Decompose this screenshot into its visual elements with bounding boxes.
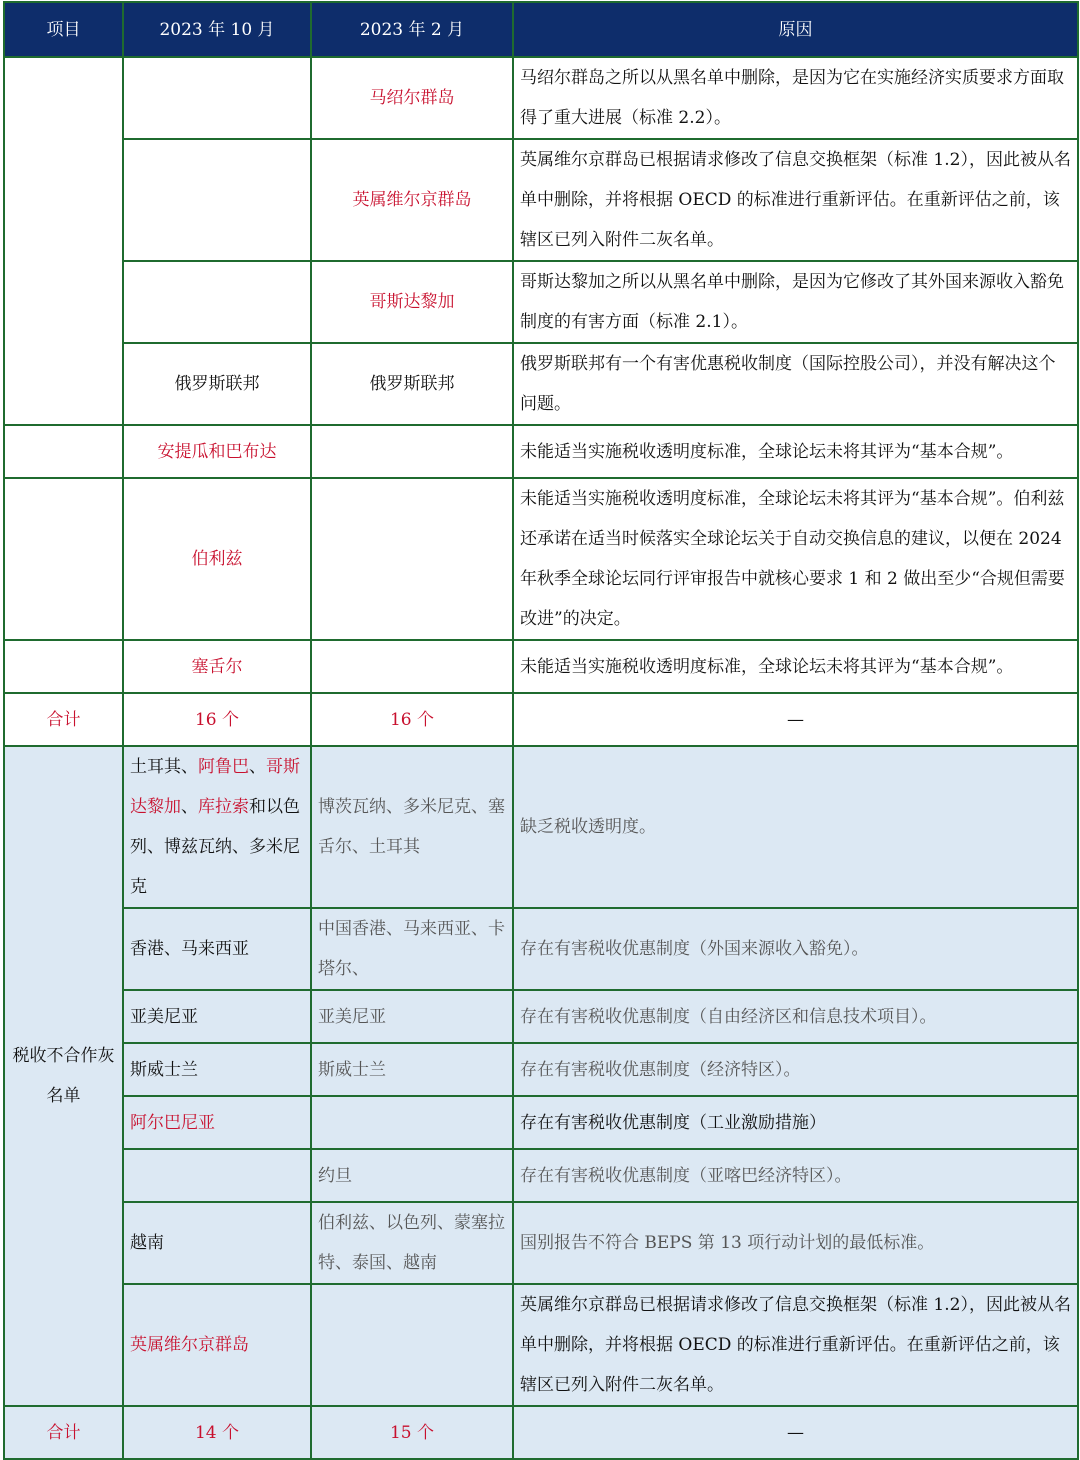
oct-part-red: 库拉索 [198,797,249,817]
oct-cell: 香港、马来西亚 [123,908,311,990]
header-item: 项目 [4,2,123,57]
reason-cell: 国别报告不符合 BEPS 第 13 项行动计划的最低标准。 [513,1202,1078,1284]
feb-cell: 约旦 [311,1149,513,1202]
table-row [4,478,1078,640]
empty-label-cell [4,640,123,693]
empty-label-cell [4,478,123,640]
feb-cell [311,478,513,640]
table-row [4,139,1078,261]
reason-cell: 存在有害税收优惠制度（亚喀巴经济特区）。 [513,1149,1078,1202]
feb-cell [311,1096,513,1149]
oct-cell: 俄罗斯联邦 [123,343,311,425]
feb-cell: 马绍尔群岛 [311,57,513,139]
oct-cell [123,139,311,261]
greylist-label: 税收不合作灰名单 [4,746,123,1406]
oct-cell: 伯利兹 [123,478,311,640]
oct-cell [123,57,311,139]
total-reason: — [513,1406,1078,1459]
oct-cell [123,1149,311,1202]
feb-cell [311,1284,513,1406]
feb-cell: 博茨瓦纳、多米尼克、塞舌尔、土耳其 [311,746,513,908]
oct-cell: 斯威士兰 [123,1043,311,1096]
feb-cell: 伯利兹、以色列、蒙塞拉特、泰国、越南 [311,1202,513,1284]
reason-cell: 存在有害税收优惠制度（外国来源收入豁免）。 [513,908,1078,990]
feb-cell: 俄罗斯联邦 [311,343,513,425]
oct-part: 、 [181,797,198,817]
oct-cell: 塞舌尔 [123,640,311,693]
table-row [4,1096,1078,1149]
header-oct-2023: 2023 年 10 月 [123,2,311,57]
feb-cell: 英属维尔京群岛 [311,139,513,261]
oct-cell [123,261,311,343]
table-row [4,261,1078,343]
table-row [4,425,1078,478]
reason-cell: 存在有害税收优惠制度（经济特区）。 [513,1043,1078,1096]
table-row [4,746,1078,908]
oct-cell [123,746,311,908]
oct-cell: 阿尔巴尼亚 [123,1096,311,1149]
feb-cell: 亚美尼亚 [311,990,513,1043]
reason-cell: 马绍尔群岛之所以从黑名单中删除，是因为它在实施经济实质要求方面取得了重大进展（标准 2.2）。 [513,57,1078,139]
total-row [4,693,1078,746]
oct-cell: 安提瓜和巴布达 [123,425,311,478]
total-feb: 16 个 [311,693,513,746]
reason-cell: 缺乏税收透明度。 [513,746,1078,908]
table-row [4,990,1078,1043]
reason-cell: 俄罗斯联邦有一个有害优惠税收制度（国际控股公司），并没有解决这个问题。 [513,343,1078,425]
table-row [4,1284,1078,1406]
table-row [4,343,1078,425]
header-row [4,2,1078,57]
feb-cell [311,425,513,478]
feb-cell [311,640,513,693]
oct-cell: 英属维尔京群岛 [123,1284,311,1406]
total-oct: 16 个 [123,693,311,746]
table-row [4,1149,1078,1202]
oct-part-red: 哥斯达黎加 [130,757,300,817]
table-row [4,640,1078,693]
table-row [4,1043,1078,1096]
feb-cell: 中国香港、马来西亚、卡塔尔、 [311,908,513,990]
table-row [4,908,1078,990]
header-reason: 原因 [513,2,1078,57]
tax-list-table [3,1,1079,1460]
oct-part-red: 阿鲁巴 [198,757,249,777]
reason-cell: 未能适当实施税收透明度标准，全球论坛未将其评为“基本合规”。 [513,640,1078,693]
reason-cell: 存在有害税收优惠制度（工业激励措施） [513,1096,1078,1149]
reason-cell: 英属维尔京群岛已根据请求修改了信息交换框架（标准 1.2），因此被从名单中删除，并将根据 OECD 的标准进行重新评估。在重新评估之前，该辖区已列入附件二灰名单。 [513,139,1078,261]
oct-part: 土耳其、 [130,757,198,777]
header-feb-2023: 2023 年 2 月 [311,2,513,57]
total-feb: 15 个 [311,1406,513,1459]
empty-label-cell [4,425,123,478]
table-row [4,1202,1078,1284]
reason-cell: 哥斯达黎加之所以从黑名单中删除，是因为它修改了其外国来源收入豁免制度的有害方面（标准 2.1）。 [513,261,1078,343]
total-label: 合计 [4,1406,123,1459]
reason-cell: 未能适当实施税收透明度标准，全球论坛未将其评为“基本合规”。伯利兹还承诺在适当时候落实全球论坛关于自动交换信息的建议，以便在 2024 年秋季全球论坛同行评审报告中就核心要求 1 和 2 做出至少“合规但需要改进”的决定。 [513,478,1078,640]
table-row [4,57,1078,139]
feb-cell: 哥斯达黎加 [311,261,513,343]
oct-part: 、 [249,757,266,777]
total-label: 合计 [4,693,123,746]
total-reason: — [513,693,1078,746]
total-row [4,1406,1078,1459]
reason-cell: 未能适当实施税收透明度标准，全球论坛未将其评为“基本合规”。 [513,425,1078,478]
total-oct: 14 个 [123,1406,311,1459]
reason-cell: 英属维尔京群岛已根据请求修改了信息交换框架（标准 1.2），因此被从名单中删除，并将根据 OECD 的标准进行重新评估。在重新评估之前，该辖区已列入附件二灰名单。 [513,1284,1078,1406]
oct-part: 和以色列、博兹瓦纳、多米尼克 [130,797,300,897]
oct-cell: 亚美尼亚 [123,990,311,1043]
oct-cell: 越南 [123,1202,311,1284]
section1-label-cell [4,57,123,425]
reason-cell: 存在有害税收优惠制度（自由经济区和信息技术项目）。 [513,990,1078,1043]
feb-cell: 斯威士兰 [311,1043,513,1096]
